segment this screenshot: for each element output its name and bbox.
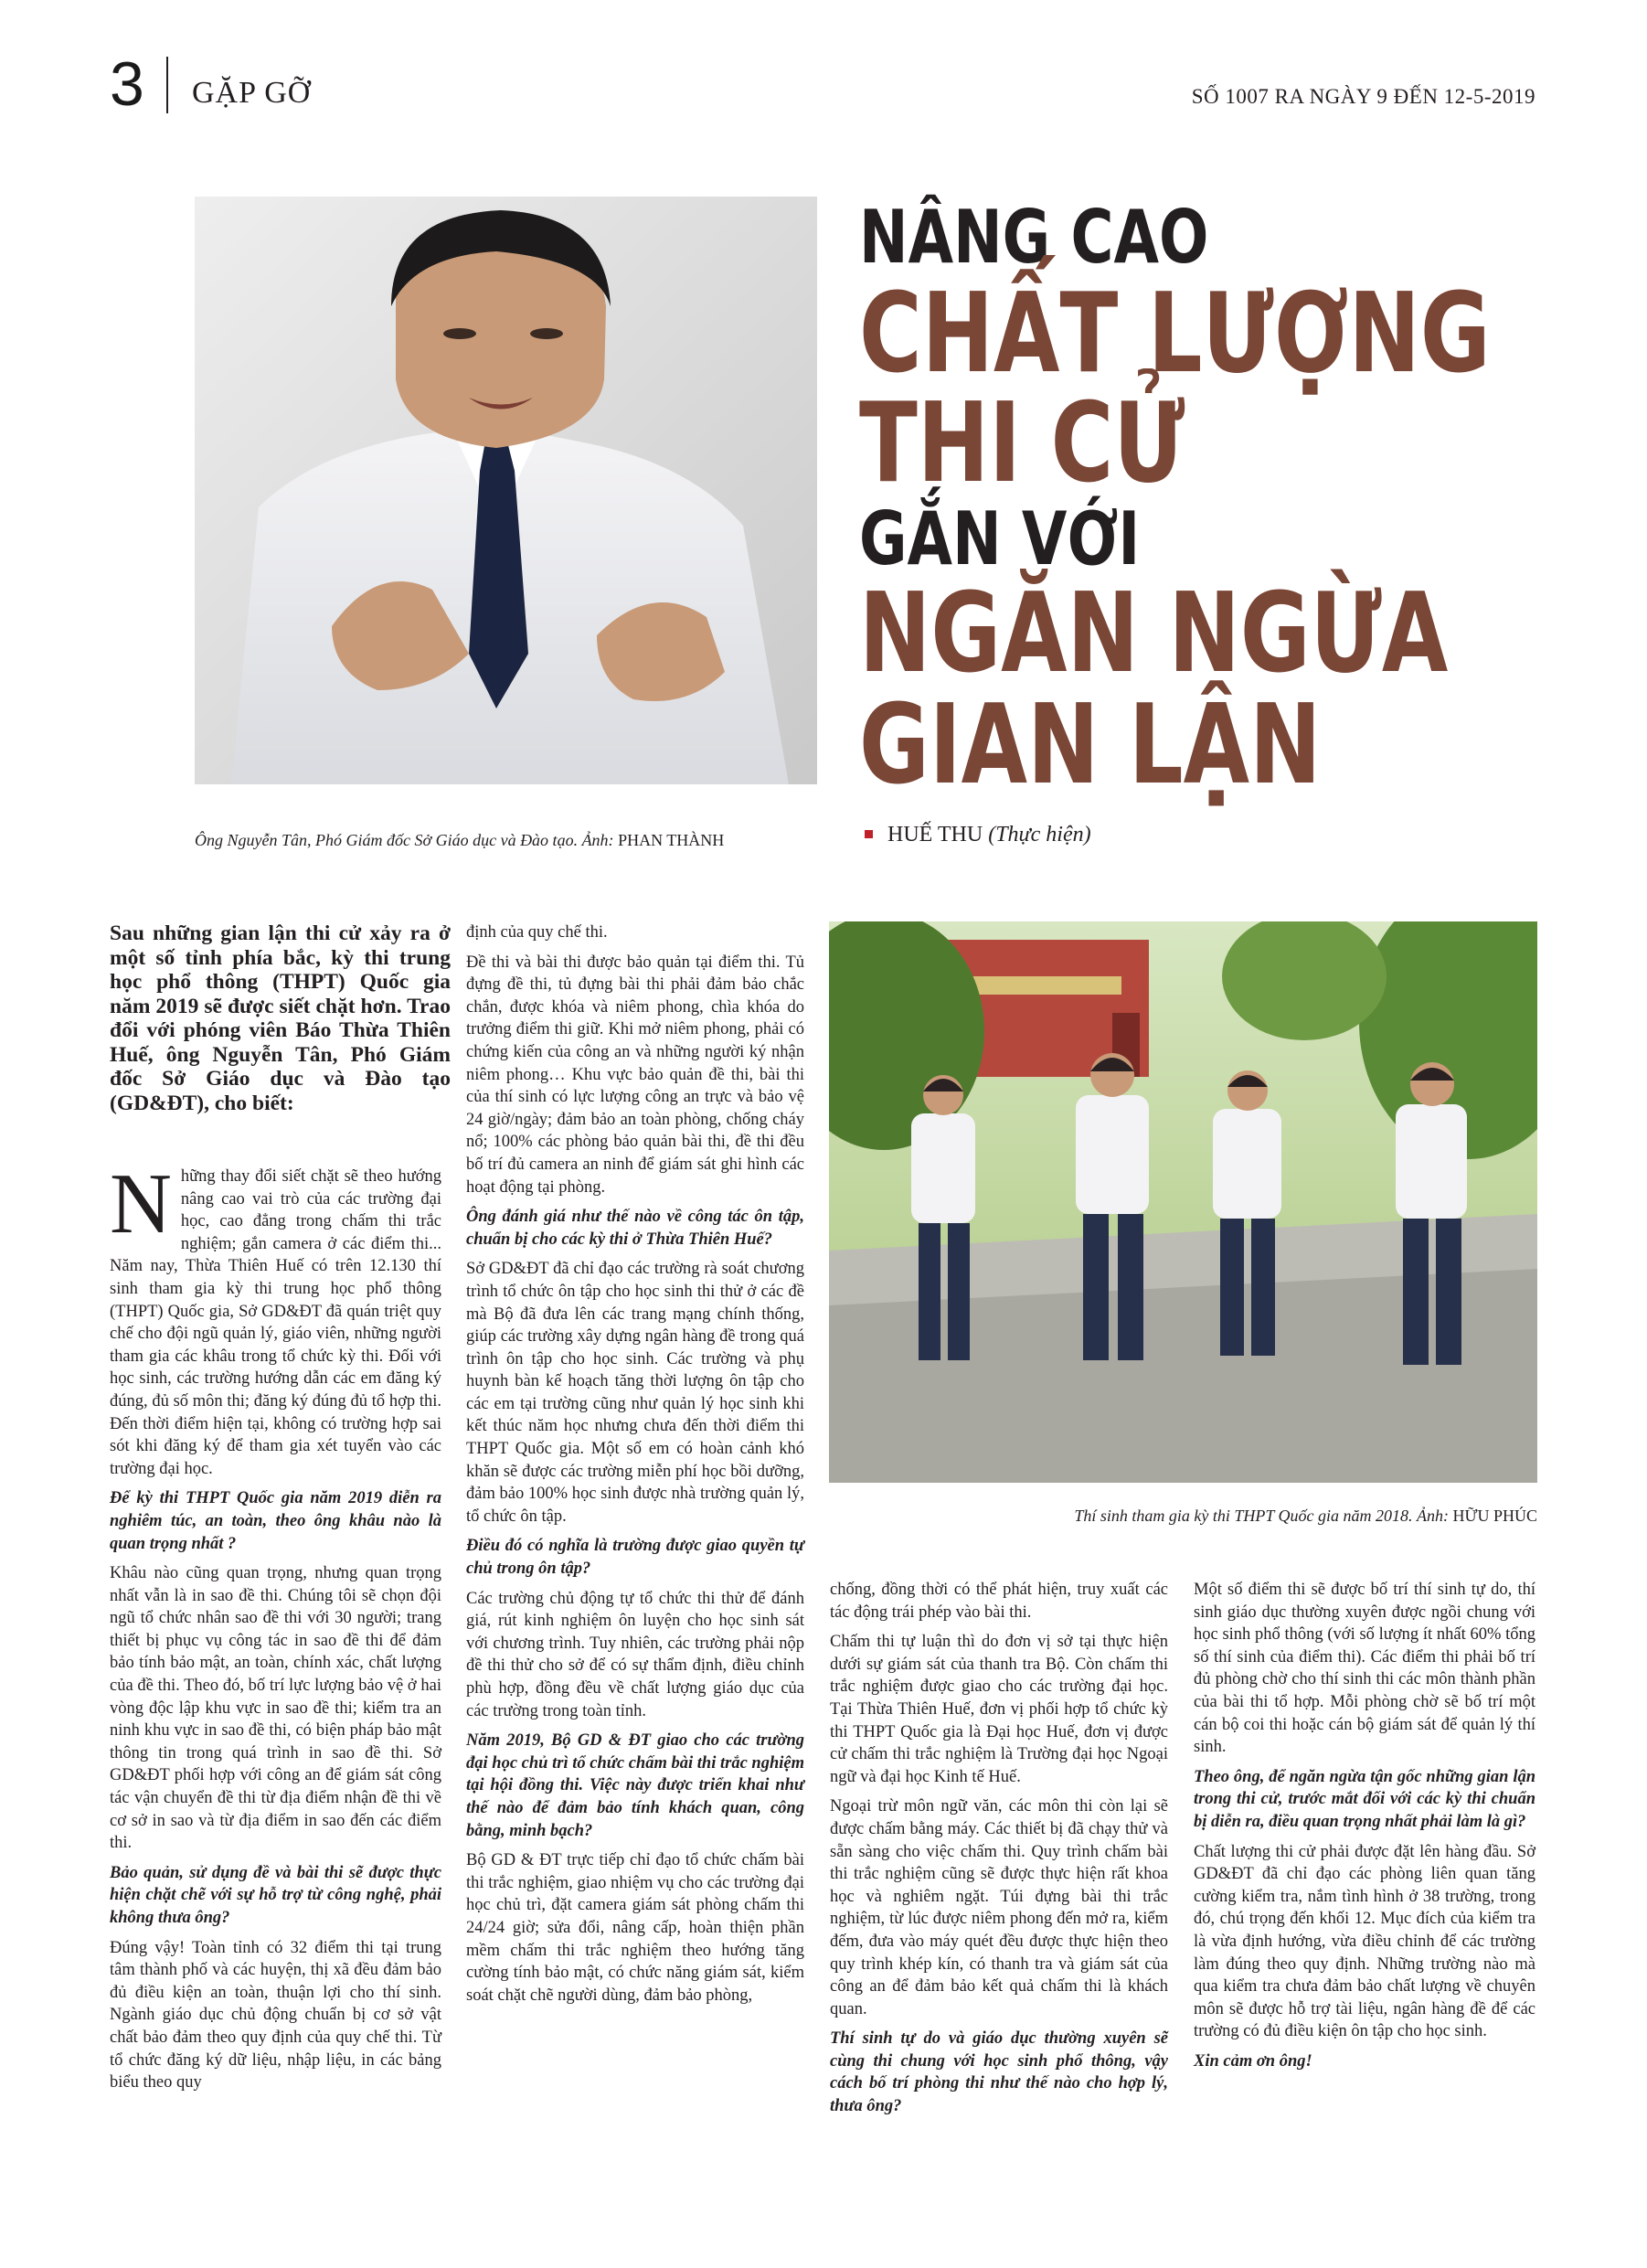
title-line-3: THI CỬ: [859, 380, 1185, 507]
portrait-photo: [195, 197, 817, 784]
paragraph: Khâu nào cũng quan trọng, nhưng quan trọng nhất vẫn là in sao đề thi. Chúng tôi sẽ chọn đội ngũ tổ chức nhân sao đề thi với 30 người; trang thiết bị phục vụ công tác in sao đề thi để đảm bảo tính bảo mật, an toàn, chính xác, chất lượng của đề thi. Theo đó, bố trí lực lượng bảo vệ ở hai vòng độc lập khu vực in sao đề thi; kiểm tra an ninh khu vực in sao đề thi, có biện pháp bảo mật thông tin trong quá trình in sao đề thi. Sở GD&ĐT phối hợp với công an để giám sát công tác vận chuyển đề thi từ địa điểm nhận đề thi về cơ sở in sao và từ địa điểm in sao đến các điểm thi.: [110, 1564, 441, 1853]
closing-line: Xin cảm ơn ông!: [1194, 2051, 1312, 2071]
paragraph: chống, đồng thời có thể phát hiện, truy xuất các tác động trái phép vào bài thi.: [830, 1581, 1168, 1622]
byline: [865, 821, 1091, 848]
byline-marker: [865, 830, 873, 838]
portrait-credit: PHAN THÀNH: [618, 831, 725, 849]
students-illustration: [829, 921, 1537, 1483]
drop-cap: N: [110, 1156, 172, 1251]
students-credit: HỮU PHÚC: [1452, 1507, 1537, 1525]
paragraph: Chấm thi tự luận thì do đơn vị sở tại thực hiện dưới sự giám sát của thanh tra Bộ. Còn chấm thi trắc nghiệm được giao cho các trường đại học. Tại Thừa Thiên Huế, đơn vị phối hợp tổ chức kỳ thi THPT Quốc gia là Đại học Huế, đơn vị được cử chấm thi trắc nghiệm là Trường đại học Ngoại ngữ và đại học Kinh tế Huế.: [830, 1633, 1168, 1786]
portrait-caption-text: Ông Nguyễn Tân, Phó Giám đốc Sở Giáo dục và Đào tạo. Ảnh:: [195, 831, 614, 849]
byline-role: (Thực hiện): [988, 823, 1091, 847]
paragraph: Đúng vậy! Toàn tỉnh có 32 điểm thi tại trung tâm thành phố và các huyện, thị xã đều đảm bảo đủ điều kiện an toàn, thuận lợi cho thí sinh. Ngành giáo dục chủ động chuẩn bị cơ sở vật chất bảo đảm theo quy định của quy chế thi. Từ tổ chức đăng ký dữ liệu, nhập liệu, in các bảng biểu theo quy: [110, 1938, 441, 2092]
article-column-4: [1194, 1579, 1535, 2080]
interview-question: Theo ông, để ngăn ngừa tận gốc những gian lận trong thi cử, trước mắt đối với các kỳ thi chuẩn bị diễn ra, điều quan trọng nhất phải làm là gì?: [1194, 1767, 1535, 1831]
interview-question: Thí sinh tự do và giáo dục thường xuyên sẽ cùng thi chung với học sinh phổ thông, vậy cách bố trí phòng thi như thế nào cho hợp lý, thưa ông?: [830, 2029, 1168, 2116]
interview-question: Bảo quản, sử dụng đề và bài thi sẽ được thực hiện chặt chẽ với sự hỗ trợ từ công nghệ, phải không thưa ông?: [110, 1863, 441, 1927]
students-photo: [829, 921, 1537, 1483]
interview-question: Để kỳ thi THPT Quốc gia năm 2019 diễn ra nghiêm túc, an toàn, theo ông khâu nào là quan trọng nhất ?: [110, 1489, 441, 1553]
students-caption: [829, 1505, 1537, 1527]
paragraph: Sở GD&ĐT đã chỉ đạo các trường rà soát chương trình tổ chức ôn tập cho học sinh thi thử ở các đề mà Bộ đã đưa lên các trang mạng chính thống, giúp các trường xây dựng ngân hàng đề trong quá trình ôn tập cho học sinh. Các trường và phụ huynh bàn kế hoạch tăng thời lượng ôn tập cho các em tại trường cũng như quản lý học sinh khi kết thúc năm học nhưng chưa đến thời điểm thi THPT Quốc gia. Một số em có hoàn cảnh khó khăn sẽ được các trường miễn phí học bồi dưỡng, đảm bảo 100% học sinh được nhà trường quản lý, tổ chức ôn tập.: [466, 1260, 804, 1526]
interview-question: Năm 2019, Bộ GD & ĐT giao cho các trường đại học chủ trì tổ chức chấm bài thi trắc nghiệm tại hội đồng thi. Việc này được triển khai như thế nào để đảm bảo tính khách quan, công bằng, minh bạch?: [466, 1731, 804, 1840]
title-line-5: NGĂN NGỪA: [859, 570, 1449, 697]
title-line-1: NÂNG CAO: [859, 195, 1209, 280]
header-divider: [166, 57, 168, 113]
interview-question: Ông đánh giá như thế nào về công tác ôn tập, chuẩn bị cho các kỳ thi ở Thừa Thiên Huế?: [466, 1208, 804, 1249]
byline-author: HUẾ THU: [887, 823, 983, 847]
paragraph: Chất lượng thi cử phải được đặt lên hàng đầu. Sở GD&ĐT đã chỉ đạo các phòng liên quan tăng cường kiểm tra, nắm tình hình ở 38 trường, trong đó, chú trọng đến khối 12. Mục đích của kiểm tra là vừa định hướng, vừa điều chỉnh để các trường làm đúng theo quy định. Những trường nào mà qua kiểm tra chưa đảm bảo chất lượng về chuyên môn sẽ được hỗ trợ tài liệu, ngân hàng đề để các trường có đủ điều kiện ôn tập cho học sinh.: [1194, 1842, 1535, 2041]
title-line-2: CHẤT LƯỢNG: [859, 271, 1491, 398]
title-line-6: GIAN LẬN: [859, 682, 1322, 809]
paragraph: Bộ GD & ĐT trực tiếp chỉ đạo tổ chức chấm bài thi trắc nghiệm, giao nhiệm vụ cho các trường đại học chủ trì, đặt camera giám sát phòng chấm thi 24/24 giờ; sửa đổi, nâng cấp, hoàn thiện phần mềm chấm thi trắc nghiệm theo hướng tăng cường tính bảo mật, có chức năng giám sát, kiểm soát chặt chẽ người dùng, đảm bảo phòng,: [466, 1851, 804, 2005]
section-name: GẶP GỠ: [192, 76, 312, 110]
lead-paragraph: Sau những gian lận thi cử xảy ra ở một số tỉnh phía bắc, kỳ thi trung học phổ thông (THPT) Quốc gia năm 2019 sẽ được siết chặt hơn. Trao đổi với phóng viên Báo Thừa Thiên Huế, ông Nguyễn Tân, Phó Giám đốc Sở Giáo dục và Đào tạo (GD&ĐT), cho biết:: [110, 921, 451, 1115]
article-column-2: [466, 921, 804, 2014]
paragraph: Ngoại trừ môn ngữ văn, các môn thi còn lại sẽ được chấm bằng máy. Các thiết bị đã chạy thử và sẵn sàng cho việc chấm thi. Quy trình chấm bài thi trắc nghiệm cũng sẽ được thực hiện rất khoa học và nghiêm ngặt. Túi đựng bài thi trắc nghiệm, từ lúc được niêm phong đến mở ra, kiểm đếm, đưa vào máy quét đều được thực hiện theo quy trình khép kín, có thanh tra và giám sát của công an để đảm bảo kết quả chấm thi là khách quan.: [830, 1797, 1168, 2018]
issue-date: SỐ 1007 RA NGÀY 9 ĐẾN 12-5-2019: [1191, 85, 1535, 108]
portrait-illustration: [195, 197, 817, 784]
interview-question: Điều đó có nghĩa là trường được giao quyền tự chủ trong ôn tập?: [466, 1537, 804, 1579]
article-column-3: [830, 1579, 1168, 2125]
title-line-4: GẮN VỚI: [859, 496, 1141, 581]
paragraph: Một số điểm thi sẽ được bố trí thí sinh tự do, thí sinh giáo dục thường xuyên được ngồi chung với học sinh phổ thông (với số lượng ít nhất 60% tổng số thí sinh của điểm thi). Các điểm thi phải bố trí đủ phòng chờ cho thí sinh thi các môn thành phần của bài thi tổ hợp. Mỗi phòng chờ sẽ bố trí một cán bộ coi thi hoặc cán bộ giám sát để quản lý thí sinh.: [1194, 1581, 1535, 1757]
paragraph: định của quy chế thi.: [466, 923, 608, 942]
paragraph: hững thay đổi siết chặt sẽ theo hướng nâng cao vai trò của các trường đại học, cao đẳng trong chấm thi trắc nghiệm; gắn camera ở các điểm thi... Năm nay, Thừa Thiên Huế có trên 12.130 thí sinh tham gia kỳ thi trung học phổ thông (THPT) Quốc gia, Sở GD&ĐT đã quán triệt quy chế cho đội ngũ quản lý, giáo viên, những người tham gia các khâu trong tổ chức kỳ thi. Đối với học sinh, các trường hướng dẫn các em đăng ký đúng, đủ số môn thi; đăng ký đúng đủ tổ hợp thi. Đến thời điểm hiện tại, không có trường hợp sai sót khi đăng ký để tham gia xét tuyển vào các trường đại học.: [110, 1167, 441, 1478]
paragraph: Các trường chủ động tự tổ chức thi thử để đánh giá, rút kinh nghiệm ôn luyện cho học sinh sát với chương trình. Tuy nhiên, các trường phải nộp đề thi thử cho sở để có sự thẩm định, điều chỉnh phù hợp, đồng đều về chất lượng giáo dục của các trường trong toàn tỉnh.: [466, 1589, 804, 1720]
article-column-1: [110, 1156, 441, 2102]
paragraph: Đề thi và bài thi được bảo quản tại điểm thi. Tủ đựng đề thi, tủ đựng bài thi phải đảm bảo chắc chắn, được khóa và niêm phong, chìa khóa do trưởng điểm thi giữ. Khi mở niêm phong, phải có chứng kiến của công an và những người ký nhận niêm phong… Khu vực bảo quản đề thi, bài thi của thí sinh có lực lượng công an trực và bảo vệ 24 giờ/ngày; đảm bảo an toàn phòng, chống cháy nổ; 100% các phòng bảo quản bài thi, đề thi đều bố trí đủ camera an ninh để giám sát ghi hình các hoạt động tại phòng.: [466, 953, 804, 1197]
students-caption-text: Thí sinh tham gia kỳ thi THPT Quốc gia năm 2018. Ảnh:: [1074, 1507, 1450, 1525]
page-number: 3: [110, 49, 144, 119]
portrait-caption: [195, 829, 816, 851]
